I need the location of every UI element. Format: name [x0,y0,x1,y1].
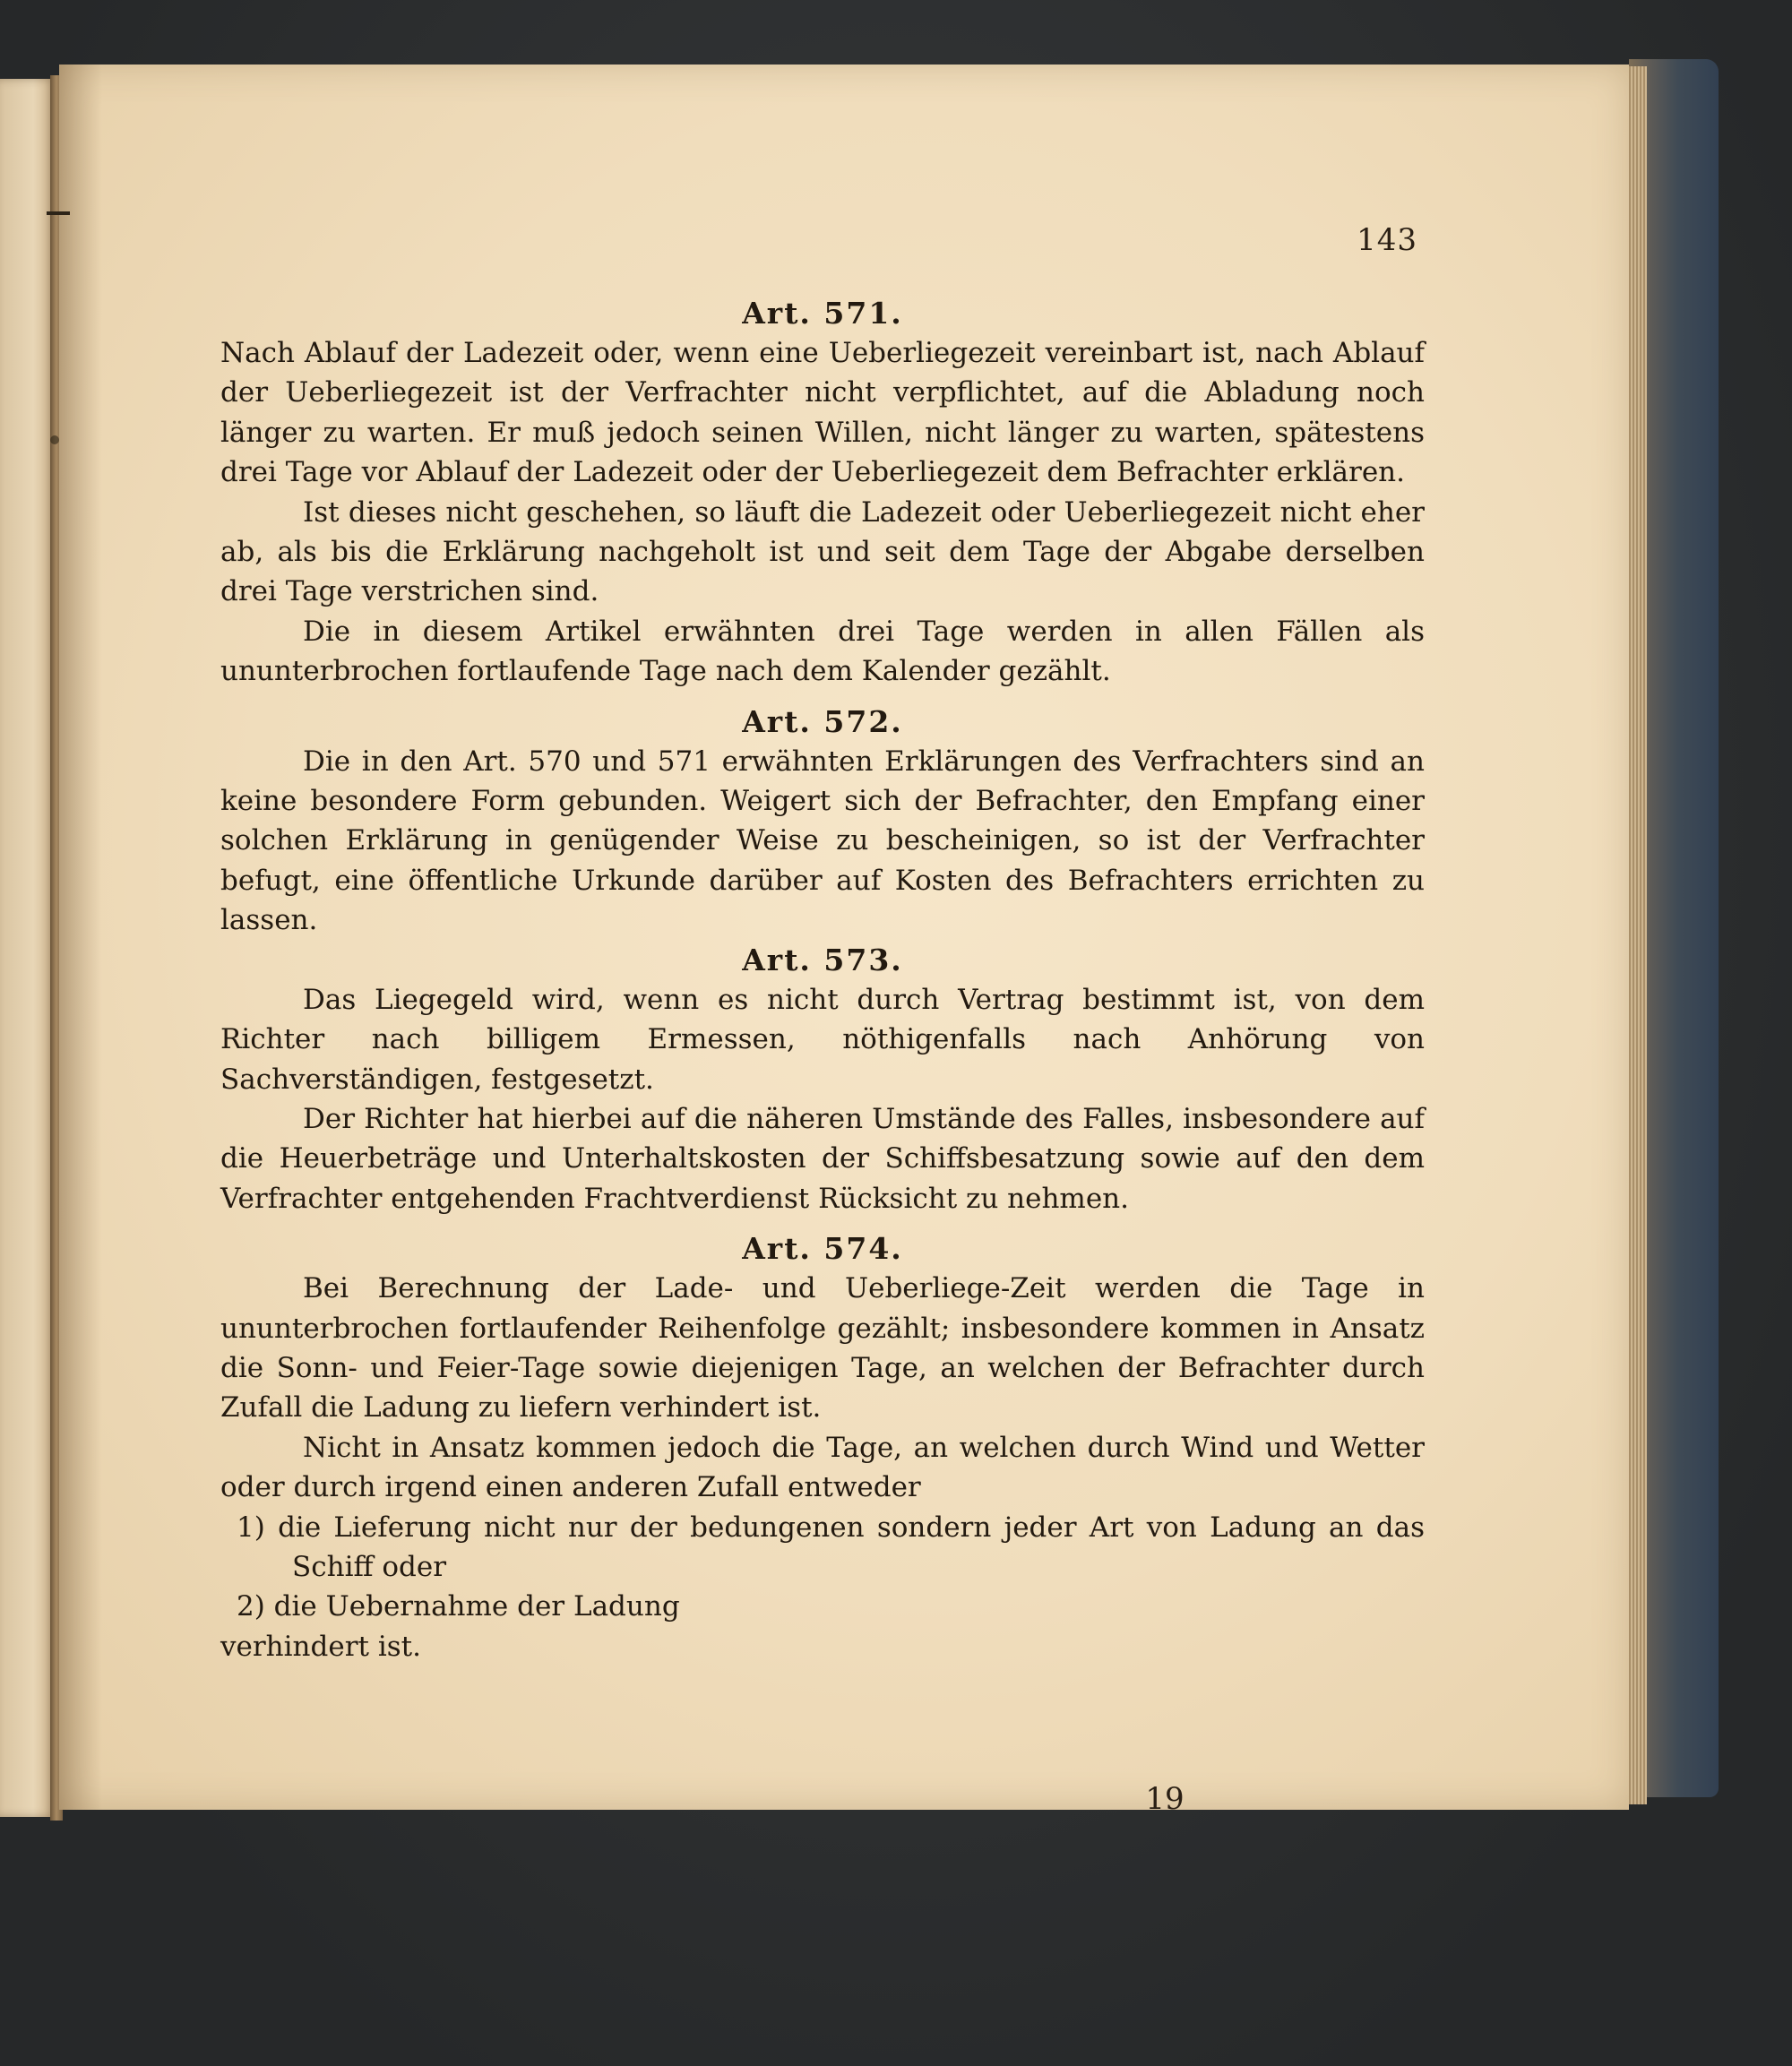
paragraph: verhindert ist. [220,1630,421,1663]
paragraph: Die in diesem Artikel erwähnten drei Tage werden in allen Fällen als ununterbrochen fortlaufende Tage nach dem Kalender gezählt. [220,615,1425,688]
list-item: 1) die Lieferung nicht nur der bedungenen sondern jeder Art von Ladung an das Schiff oder [237,1511,1425,1583]
paragraph: Nach Ablauf der Ladezeit oder, wenn eine Ueberliegezeit vereinbart ist, nach Ablauf der Ueberliegezeit ist der Verfrachter nicht verpflichtet, auf die Abladung noch länger zu warten. Er muß jedoch seinen Willen, nicht länger zu warten, spätestens drei Tage vor Ablauf der Ladezeit oder der Ueberliegezeit dem Befrachter erklären. [220,337,1425,489]
article-heading: Art. 572. [742,703,903,739]
paragraph: Der Richter hat hierbei auf die näheren Umstände des Falles, insbesondere auf die Heuerbeträge und Unterhaltskosten der Schiffsbesatzung sowie auf den dem Verfrachter entgehenden Frachtverdienst Rücksicht zu nehmen. [220,1102,1425,1215]
page-number: 143 [1357,222,1417,258]
signature-mark: 19 [1145,1781,1185,1817]
scan-mark [47,211,70,215]
paragraph: Die in den Art. 570 und 571 erwähnten Erklärungen des Verfrachters sind an keine besondere Form gebunden. Weigert sich der Befrachter, den Empfang einer solchen Erklärung in genügender Weise zu bescheinigen, so ist der Verfrachter befugt, eine öffentliche Urkunde darüber auf Kosten des Befrachters errichten zu lassen. [220,745,1425,937]
paragraph: Nicht in Ansatz kommen jedoch die Tage, an welchen durch Wind und Wetter oder durch irgend einen anderen Zufall entweder [220,1431,1425,1504]
paragraph: Bei Berechnung der Lade- und Ueberliege-Zeit werden die Tage in ununterbrochen fortlaufender Reihenfolge gezählt; insbesondere kommen in Ansatz die Sonn- und Feier-Tage sowie diejenigen Tage, an welchen der Befrachter durch Zufall die Ladung zu liefern verhindert ist. [220,1272,1425,1425]
text-block [220,294,1425,1666]
scan-mark [50,435,59,444]
paragraph: Das Liegegeld wird, wenn es nicht durch Vertrag bestimmt ist, von dem Richter nach billigem Ermessen, nöthigenfalls nach Anhörung von Sachverständigen, festgesetzt. [220,983,1425,1096]
facing-page-edge [0,79,56,1817]
article-heading: Art. 571. [742,296,903,331]
paragraph: Ist dieses nicht geschehen, so läuft die Ladezeit oder Ueberliegezeit nicht eher ab, als bis die Erklärung nachgeholt ist und seit dem Tage der Abgabe derselben drei Tage verstrichen sind. [220,495,1425,608]
article-heading: Art. 574. [742,1231,903,1267]
article-heading: Art. 573. [742,942,903,977]
list-item: 2) die Uebernahme der Ladung [237,1590,680,1623]
